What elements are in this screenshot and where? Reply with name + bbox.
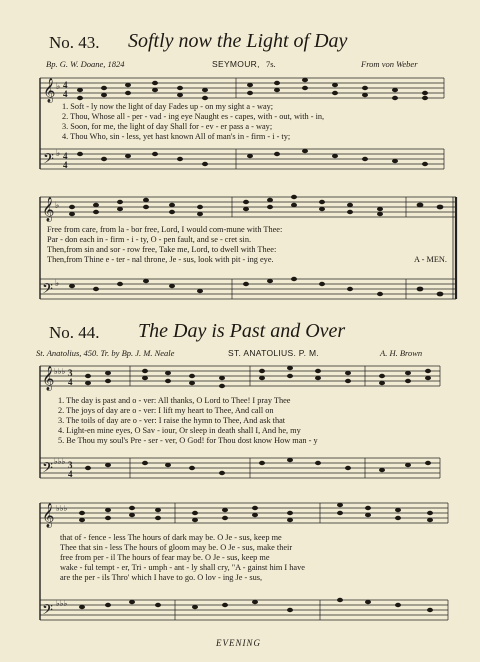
lyric-verse-5: 5. Be Thou my soul's Pre - ser - ver, O God! for Thou dost know How man - y — [58, 436, 318, 445]
svg-text:♭: ♭ — [55, 200, 60, 210]
svg-text:♭: ♭ — [55, 278, 60, 288]
svg-text:𝄢: 𝄢 — [42, 602, 53, 621]
music-system — [0, 358, 480, 493]
amen-label: A - MEN. — [414, 255, 447, 264]
lyric-verse-5: are the per - ils Thro' which I have to go. O lov - ing Je - sus, — [60, 573, 263, 582]
music-system — [0, 185, 480, 310]
svg-text:4: 4 — [63, 89, 68, 99]
svg-text:𝄞: 𝄞 — [42, 366, 55, 390]
svg-text:♭♭♭: ♭♭♭ — [54, 457, 66, 466]
svg-text:4: 4 — [68, 377, 73, 387]
hymn-author: St. Anatolius, 450. Tr. by Bp. J. M. Neale — [36, 348, 175, 358]
tune-name: ST. ANATOLIUS. P. M. — [228, 348, 320, 358]
lyric-verse-2: 2. The joys of day are o - ver: I lift my heart to Thee, And call on — [58, 406, 274, 415]
lyric-verse-1: that of - fence - less The hours of dark may be. O Je - sus, keep me — [60, 533, 282, 542]
svg-text:𝄞: 𝄞 — [42, 197, 55, 221]
svg-text:4: 4 — [63, 80, 68, 90]
hymn-title: The Day is Past and Over — [138, 320, 346, 342]
hymn-number: No. 43. — [49, 33, 100, 52]
lyric-verse-4: 4. Light-en mine eyes, O Sav - iour, Or sleep in death shall I, And he, my — [58, 426, 301, 435]
tune-meter: 7s. — [266, 59, 276, 69]
lyric-verse-3: 3. Soon, for me, the light of day Shall for - ev - er pass a - way; — [62, 122, 273, 131]
lyric-verse-1: 1. The day is past and o - ver: All thanks, O Lord to Thee! I pray Thee — [58, 396, 291, 405]
lyric-verse-3: free from per - il The hours of fear may be. O Je - sus, keep me — [60, 553, 270, 562]
music-system — [0, 495, 480, 635]
hymn-number: No. 44. — [49, 323, 100, 342]
tune-name-footer: EVENING — [216, 638, 261, 648]
lyric-verse-1: 1. Soft - ly now the light of day Fades up - on my sight a - way; — [62, 102, 274, 111]
svg-text:𝄞: 𝄞 — [43, 78, 56, 102]
svg-text:♭: ♭ — [56, 148, 61, 158]
lyric-verse-4: 4. Thou Who, sin - less, yet hast known All of man's in - firm - i - ty; — [62, 132, 291, 141]
svg-text:♭♭♭: ♭♭♭ — [56, 504, 68, 513]
lyric-verse-3: Then,from sin and sor - row free, Take me, Lord, to dwell with Thee: — [47, 245, 277, 254]
svg-text:𝄢: 𝄢 — [43, 151, 54, 170]
composer: A. H. Brown — [380, 348, 423, 358]
svg-text:♭♭♭: ♭♭♭ — [56, 599, 68, 608]
lyric-verse-4: wake - ful tempt - er, Tri - umph - ant - ly shall cry, "A - gainst him I have — [60, 563, 305, 572]
svg-text:3: 3 — [68, 460, 73, 470]
svg-text:𝄞: 𝄞 — [42, 503, 55, 527]
svg-text:4: 4 — [63, 151, 68, 161]
svg-text:3: 3 — [68, 368, 73, 378]
hymn-author: Bp. G. W. Doane, 1824 — [46, 59, 125, 69]
svg-text:4: 4 — [63, 160, 68, 170]
lyric-verse-3: 3. The toils of day are o - ver: I raise the hymn to Thee, And ask that — [58, 416, 286, 425]
svg-text:♭: ♭ — [56, 81, 61, 91]
lyric-verse-2: Thee that sin - less The hours of gloom may be. O Je - sus, make their — [60, 543, 293, 552]
svg-text:4: 4 — [68, 469, 73, 479]
composer: From von Weber — [361, 59, 418, 69]
lyric-verse-2: 2. Thou, Whose all - per - vad - ing eye Naught es - capes, with - out, with - in, — [62, 112, 325, 121]
tune-name: SEYMOUR, — [212, 59, 260, 69]
hymn-title: Softly now the Light of Day — [128, 30, 348, 52]
lyric-verse-2: Par - don each in - firm - i - ty, O - pen fault, and se - cret sin. — [47, 235, 252, 244]
svg-text:𝄢: 𝄢 — [42, 281, 53, 300]
svg-text:♭♭♭: ♭♭♭ — [54, 367, 66, 376]
svg-text:𝄢: 𝄢 — [42, 460, 53, 479]
music-system — [0, 70, 480, 180]
lyric-verse-1: Free from care, from la - bor free, Lord, I would com-mune with Thee: — [47, 225, 283, 234]
lyric-verse-4: Then,from Thine e - ter - nal throne, Je - sus, look with pit - ing eye. — [47, 255, 274, 264]
